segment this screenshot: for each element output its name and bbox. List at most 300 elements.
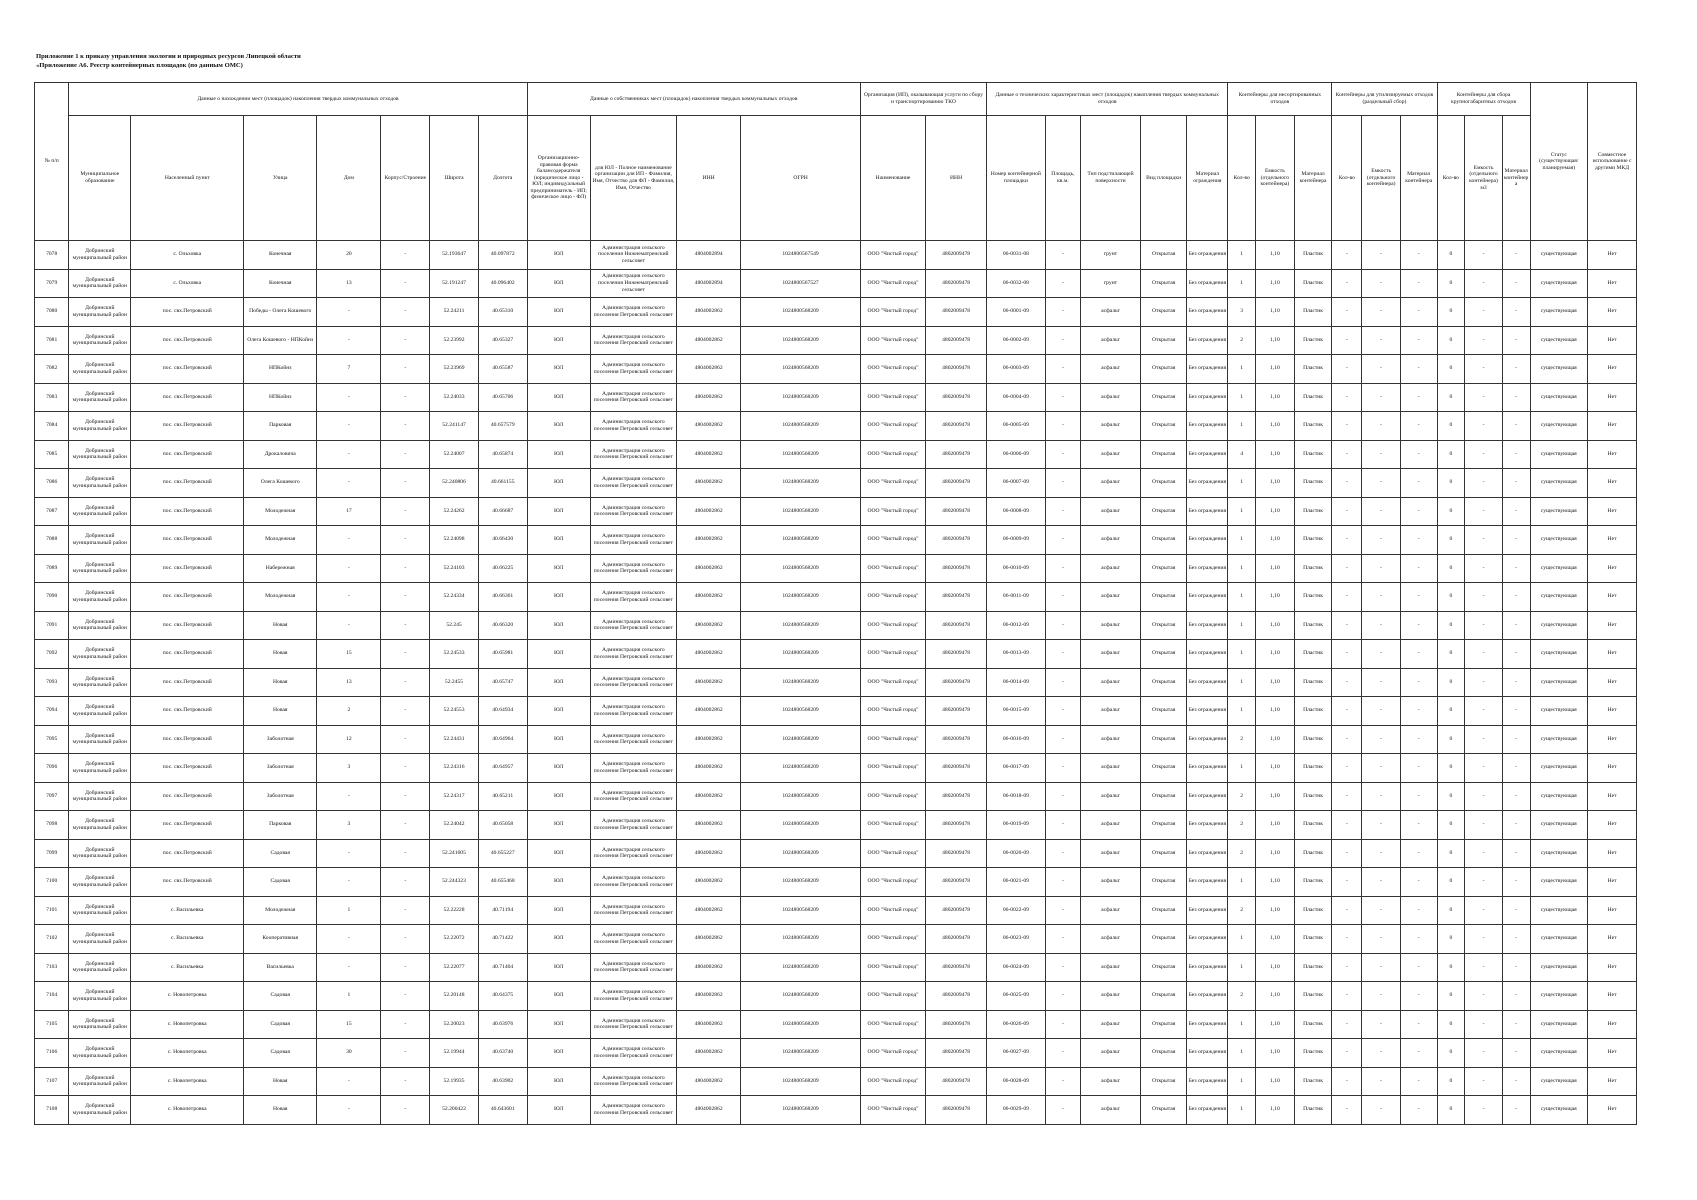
operator-name-cell: ООО "Чистый город" bbox=[860, 355, 925, 384]
site-number-cell: 06-0005-09 bbox=[987, 412, 1046, 441]
sorted-volume-cell: - bbox=[1362, 526, 1401, 555]
unsorted-volume-cell: 1,10 bbox=[1256, 241, 1295, 270]
unsorted-volume-cell: 1,10 bbox=[1256, 1039, 1295, 1068]
house-cell: 12 bbox=[317, 725, 381, 754]
surface-cell: асфальт bbox=[1081, 611, 1141, 640]
fence-cell: Без ограждения bbox=[1187, 782, 1228, 811]
latitude-cell: 52.24262 bbox=[430, 497, 479, 526]
unsorted-qty-cell: 1 bbox=[1228, 554, 1256, 583]
owner-name-cell: Администрация сельского поселения Петровский сельсовет bbox=[590, 925, 676, 954]
owner-name-cell: Администрация сельского поселения Петровский сельсовет bbox=[590, 469, 676, 498]
header-sorted-material: Материал контейнера bbox=[1400, 116, 1437, 241]
area-cell: - bbox=[1045, 469, 1080, 498]
unsorted-qty-cell: 2 bbox=[1228, 811, 1256, 840]
settlement-cell: с. Новопетровка bbox=[131, 982, 244, 1011]
row-number: 7098 bbox=[35, 811, 69, 840]
latitude-cell: 52.23992 bbox=[430, 326, 479, 355]
district-cell: Добринский муниципальный район bbox=[69, 811, 131, 840]
fence-cell: Без ограждения bbox=[1187, 326, 1228, 355]
owner-ogrn-cell: 1024800568209 bbox=[741, 868, 861, 897]
legal-form-cell: ЮЛ bbox=[527, 383, 590, 412]
unsorted-qty-cell: 1 bbox=[1228, 583, 1256, 612]
district-cell: Добринский муниципальный район bbox=[69, 269, 131, 298]
row-number: 7095 bbox=[35, 725, 69, 754]
unsorted-volume-cell: 1,10 bbox=[1256, 1010, 1295, 1039]
status-cell: существующая bbox=[1530, 611, 1588, 640]
operator-inn-cell: 4802009478 bbox=[926, 1039, 987, 1068]
surface-cell: асфальт bbox=[1081, 583, 1141, 612]
longitude-cell: 40.64964 bbox=[478, 725, 527, 754]
header-area: Площадь, кв.м. bbox=[1045, 116, 1080, 241]
sorted-qty-cell: - bbox=[1332, 497, 1362, 526]
header-surface: Тип подстилающей поверхности bbox=[1081, 116, 1141, 241]
longitude-cell: 40.63976 bbox=[478, 1010, 527, 1039]
sorted-material-cell: - bbox=[1400, 953, 1437, 982]
bulky-qty-cell: 0 bbox=[1437, 469, 1465, 498]
status-cell: существующая bbox=[1530, 953, 1588, 982]
fence-cell: Без ограждения bbox=[1187, 241, 1228, 270]
site-number-cell: 06-0021-09 bbox=[987, 868, 1046, 897]
owner-ogrn-cell: 1024800568209 bbox=[741, 326, 861, 355]
unsorted-volume-cell: 1,10 bbox=[1256, 497, 1295, 526]
fence-cell: Без ограждения bbox=[1187, 440, 1228, 469]
street-cell: Садовая bbox=[244, 1010, 317, 1039]
owner-name-cell: Администрация сельского поселения Петровский сельсовет bbox=[590, 868, 676, 897]
operator-inn-cell: 4802009478 bbox=[926, 298, 987, 327]
legal-form-cell: ЮЛ bbox=[527, 440, 590, 469]
row-number: 7090 bbox=[35, 583, 69, 612]
table-row bbox=[35, 839, 1637, 868]
header-group-tech: Данные о технических характеристиках мест (площадок) накопления твердых коммунальных отходов bbox=[987, 83, 1228, 116]
owner-ogrn-cell: 1024800568209 bbox=[741, 526, 861, 555]
latitude-cell: 52.193647 bbox=[430, 241, 479, 270]
operator-name-cell: ООО "Чистый город" bbox=[860, 326, 925, 355]
header-group-owners: Данные о собственниках мест (площадок) накопления твердых коммунальных отходов bbox=[527, 83, 860, 116]
district-cell: Добринский муниципальный район bbox=[69, 953, 131, 982]
status-cell: существующая bbox=[1530, 668, 1588, 697]
operator-inn-cell: 4802009478 bbox=[926, 953, 987, 982]
operator-inn-cell: 4802009478 bbox=[926, 1067, 987, 1096]
sorted-material-cell: - bbox=[1400, 725, 1437, 754]
sorted-qty-cell: - bbox=[1332, 697, 1362, 726]
legal-form-cell: ЮЛ bbox=[527, 554, 590, 583]
owner-name-cell: Администрация сельского поселения Петровский сельсовет bbox=[590, 896, 676, 925]
owner-name-cell: Администрация сельского поселения Петровский сельсовет bbox=[590, 1039, 676, 1068]
building-cell: - bbox=[381, 469, 430, 498]
unsorted-material-cell: Пластик bbox=[1294, 640, 1332, 669]
settlement-cell: с. Васильевка bbox=[131, 925, 244, 954]
fence-cell: Без ограждения bbox=[1187, 1067, 1228, 1096]
operator-name-cell: ООО "Чистый город" bbox=[860, 1039, 925, 1068]
bulky-volume-cell: - bbox=[1465, 868, 1503, 897]
owner-name-cell: Администрация сельского поселения Петровский сельсовет bbox=[590, 1096, 676, 1125]
sorted-qty-cell: - bbox=[1332, 640, 1362, 669]
sorted-volume-cell: - bbox=[1362, 982, 1401, 1011]
site-number-cell: 06-0003-09 bbox=[987, 355, 1046, 384]
owner-ogrn-cell: 1024800567549 bbox=[741, 241, 861, 270]
bulky-material-cell: - bbox=[1502, 1010, 1530, 1039]
unsorted-material-cell: Пластик bbox=[1294, 526, 1332, 555]
longitude-cell: 40.65981 bbox=[478, 640, 527, 669]
row-number: 7102 bbox=[35, 925, 69, 954]
district-cell: Добринский муниципальный район bbox=[69, 298, 131, 327]
street-cell: Новая bbox=[244, 611, 317, 640]
unsorted-qty-cell: 4 bbox=[1228, 440, 1256, 469]
sorted-volume-cell: - bbox=[1362, 440, 1401, 469]
building-cell: - bbox=[381, 269, 430, 298]
longitude-cell: 40.64375 bbox=[478, 982, 527, 1011]
caption-line-1: Приложение 1 к приказу управления экологии и природных ресурсов Липецкой области bbox=[36, 53, 301, 60]
operator-name-cell: ООО "Чистый город" bbox=[860, 554, 925, 583]
row-number: 7094 bbox=[35, 697, 69, 726]
latitude-cell: 52.24103 bbox=[430, 554, 479, 583]
bulky-material-cell: - bbox=[1502, 269, 1530, 298]
surface-cell: асфальт bbox=[1081, 640, 1141, 669]
operator-name-cell: ООО "Чистый город" bbox=[860, 497, 925, 526]
sorted-material-cell: - bbox=[1400, 896, 1437, 925]
surface-cell: асфальт bbox=[1081, 355, 1141, 384]
district-cell: Добринский муниципальный район bbox=[69, 754, 131, 783]
street-cell: Заболотная bbox=[244, 782, 317, 811]
house-cell: - bbox=[317, 1067, 381, 1096]
owner-ogrn-cell: 1024800568209 bbox=[741, 412, 861, 441]
owner-inn-cell: 4804002862 bbox=[677, 1010, 741, 1039]
settlement-cell: пос. свх.Петровский bbox=[131, 383, 244, 412]
bulky-volume-cell: - bbox=[1465, 782, 1503, 811]
unsorted-volume-cell: 1,10 bbox=[1256, 440, 1295, 469]
district-cell: Добринский муниципальный район bbox=[69, 469, 131, 498]
bulky-qty-cell: 0 bbox=[1437, 326, 1465, 355]
status-cell: существующая bbox=[1530, 469, 1588, 498]
street-cell: Васильевка bbox=[244, 953, 317, 982]
latitude-cell: 52.24007 bbox=[430, 440, 479, 469]
unsorted-material-cell: Пластик bbox=[1294, 583, 1332, 612]
sorted-qty-cell: - bbox=[1332, 754, 1362, 783]
area-cell: - bbox=[1045, 839, 1080, 868]
unsorted-volume-cell: 1,10 bbox=[1256, 782, 1295, 811]
row-number: 7106 bbox=[35, 1039, 69, 1068]
unsorted-material-cell: Пластик bbox=[1294, 440, 1332, 469]
site-number-cell: 06-0020-09 bbox=[987, 839, 1046, 868]
owner-name-cell: Администрация сельского поселения Петровский сельсовет bbox=[590, 782, 676, 811]
shared-cell: Нет bbox=[1588, 440, 1637, 469]
owner-inn-cell: 4804002862 bbox=[677, 896, 741, 925]
bulky-qty-cell: 0 bbox=[1437, 611, 1465, 640]
shared-cell: Нет bbox=[1588, 953, 1637, 982]
unsorted-qty-cell: 1 bbox=[1228, 925, 1256, 954]
longitude-cell: 40.097872 bbox=[478, 241, 527, 270]
site-number-cell: 06-0028-09 bbox=[987, 1067, 1046, 1096]
site-type-cell: Открытая bbox=[1140, 1096, 1186, 1125]
header-unsorted-volume: Емкость (отдельного контейнера) bbox=[1256, 116, 1295, 241]
owner-name-cell: Администрация сельского поселения Петровский сельсовет bbox=[590, 554, 676, 583]
shared-cell: Нет bbox=[1588, 1096, 1637, 1125]
bulky-volume-cell: - bbox=[1465, 1067, 1503, 1096]
fence-cell: Без ограждения bbox=[1187, 383, 1228, 412]
unsorted-volume-cell: 1,10 bbox=[1256, 925, 1295, 954]
owner-name-cell: Администрация сельского поселения Петровский сельсовет bbox=[590, 725, 676, 754]
owner-ogrn-cell: 1024800568209 bbox=[741, 697, 861, 726]
settlement-cell: пос. свх.Петровский bbox=[131, 469, 244, 498]
unsorted-volume-cell: 1,10 bbox=[1256, 811, 1295, 840]
fence-cell: Без ограждения bbox=[1187, 1039, 1228, 1068]
table-row bbox=[35, 469, 1637, 498]
operator-inn-cell: 4802009478 bbox=[926, 640, 987, 669]
building-cell: - bbox=[381, 697, 430, 726]
table-row bbox=[35, 697, 1637, 726]
owner-name-cell: Администрация сельского поселения Петровский сельсовет bbox=[590, 497, 676, 526]
bulky-qty-cell: 0 bbox=[1437, 383, 1465, 412]
area-cell: - bbox=[1045, 355, 1080, 384]
owner-ogrn-cell: 1024800568209 bbox=[741, 497, 861, 526]
longitude-cell: 40.66320 bbox=[478, 611, 527, 640]
sorted-qty-cell: - bbox=[1332, 896, 1362, 925]
sorted-material-cell: - bbox=[1400, 583, 1437, 612]
fence-cell: Без ограждения bbox=[1187, 839, 1228, 868]
settlement-cell: с. Новопетровка bbox=[131, 1039, 244, 1068]
legal-form-cell: ЮЛ bbox=[527, 526, 590, 555]
bulky-material-cell: - bbox=[1502, 1067, 1530, 1096]
longitude-cell: 40.65058 bbox=[478, 811, 527, 840]
owner-name-cell: Администрация сельского поселения Петровский сельсовет bbox=[590, 697, 676, 726]
shared-cell: Нет bbox=[1588, 697, 1637, 726]
sorted-material-cell: - bbox=[1400, 497, 1437, 526]
shared-cell: Нет bbox=[1588, 326, 1637, 355]
owner-inn-cell: 4804002862 bbox=[677, 583, 741, 612]
owner-inn-cell: 4804002862 bbox=[677, 469, 741, 498]
street-cell: Молодежная bbox=[244, 583, 317, 612]
bulky-volume-cell: - bbox=[1465, 982, 1503, 1011]
bulky-qty-cell: 0 bbox=[1437, 1010, 1465, 1039]
status-cell: существующая bbox=[1530, 241, 1588, 270]
area-cell: - bbox=[1045, 412, 1080, 441]
unsorted-volume-cell: 1,10 bbox=[1256, 298, 1295, 327]
owner-name-cell: Администрация сельского поселения Петровский сельсовет bbox=[590, 953, 676, 982]
unsorted-volume-cell: 1,10 bbox=[1256, 754, 1295, 783]
bulky-material-cell: - bbox=[1502, 1039, 1530, 1068]
owner-inn-cell: 4804002862 bbox=[677, 1096, 741, 1125]
longitude-cell: 40.655468 bbox=[478, 868, 527, 897]
longitude-cell: 40.63740 bbox=[478, 1039, 527, 1068]
latitude-cell: 52.22228 bbox=[430, 896, 479, 925]
operator-inn-cell: 4802009478 bbox=[926, 697, 987, 726]
owner-inn-cell: 4804002862 bbox=[677, 811, 741, 840]
sorted-material-cell: - bbox=[1400, 754, 1437, 783]
bulky-material-cell: - bbox=[1502, 925, 1530, 954]
longitude-cell: 40.64934 bbox=[478, 697, 527, 726]
area-cell: - bbox=[1045, 526, 1080, 555]
house-cell: - bbox=[317, 469, 381, 498]
operator-name-cell: ООО "Чистый город" bbox=[860, 440, 925, 469]
unsorted-qty-cell: 2 bbox=[1228, 982, 1256, 1011]
owner-name-cell: Администрация сельского поселения Петровский сельсовет bbox=[590, 383, 676, 412]
longitude-cell: 40.65874 bbox=[478, 440, 527, 469]
sorted-volume-cell: - bbox=[1362, 839, 1401, 868]
latitude-cell: 52.241605 bbox=[430, 839, 479, 868]
unsorted-volume-cell: 1,10 bbox=[1256, 383, 1295, 412]
site-type-cell: Открытая bbox=[1140, 326, 1186, 355]
sorted-volume-cell: - bbox=[1362, 1067, 1401, 1096]
status-cell: существующая bbox=[1530, 697, 1588, 726]
sorted-material-cell: - bbox=[1400, 1039, 1437, 1068]
street-cell: Дрокаловича bbox=[244, 440, 317, 469]
status-cell: существующая bbox=[1530, 326, 1588, 355]
row-number: 7087 bbox=[35, 497, 69, 526]
shared-cell: Нет bbox=[1588, 611, 1637, 640]
operator-inn-cell: 4802009478 bbox=[926, 412, 987, 441]
bulky-volume-cell: - bbox=[1465, 1096, 1503, 1125]
sorted-material-cell: - bbox=[1400, 839, 1437, 868]
header-legal-form: Организационно-правовая форма балансодержателя (юридическое лицо - ЮЛ; индивидуальный предприниматель - ИП; физическое лицо - ФЛ) bbox=[527, 116, 590, 241]
header-inn: ИНН bbox=[677, 116, 741, 241]
status-cell: существующая bbox=[1530, 383, 1588, 412]
shared-cell: Нет bbox=[1588, 640, 1637, 669]
row-number: 7085 bbox=[35, 440, 69, 469]
owner-ogrn-cell: 1024800568209 bbox=[741, 668, 861, 697]
site-type-cell: Открытая bbox=[1140, 269, 1186, 298]
latitude-cell: 52.23969 bbox=[430, 355, 479, 384]
owner-ogrn-cell: 1024800568209 bbox=[741, 611, 861, 640]
bulky-volume-cell: - bbox=[1465, 1039, 1503, 1068]
settlement-cell: пос. свх.Петровский bbox=[131, 697, 244, 726]
bulky-material-cell: - bbox=[1502, 497, 1530, 526]
table-row bbox=[35, 355, 1637, 384]
site-number-cell: 06-0008-09 bbox=[987, 497, 1046, 526]
bulky-volume-cell: - bbox=[1465, 839, 1503, 868]
street-cell: НПКойнз bbox=[244, 355, 317, 384]
operator-inn-cell: 4802009478 bbox=[926, 725, 987, 754]
district-cell: Добринский муниципальный район bbox=[69, 1010, 131, 1039]
shared-cell: Нет bbox=[1588, 497, 1637, 526]
street-cell: Парковая bbox=[244, 811, 317, 840]
owner-name-cell: Администрация сельского поселения Нижнематренский сельсовет bbox=[590, 241, 676, 270]
unsorted-volume-cell: 1,10 bbox=[1256, 697, 1295, 726]
header-street: Улица bbox=[244, 116, 317, 241]
longitude-cell: 40.655227 bbox=[478, 839, 527, 868]
owner-ogrn-cell: 1024800568209 bbox=[741, 811, 861, 840]
street-cell: Молодежная bbox=[244, 497, 317, 526]
sorted-volume-cell: - bbox=[1362, 1096, 1401, 1125]
table-row bbox=[35, 754, 1637, 783]
district-cell: Добринский муниципальный район bbox=[69, 697, 131, 726]
owner-inn-cell: 4804002894 bbox=[677, 241, 741, 270]
owner-ogrn-cell: 1024800568209 bbox=[741, 640, 861, 669]
site-type-cell: Открытая bbox=[1140, 839, 1186, 868]
unsorted-material-cell: Пластик bbox=[1294, 725, 1332, 754]
sorted-qty-cell: - bbox=[1332, 412, 1362, 441]
latitude-cell: 52.24533 bbox=[430, 640, 479, 669]
legal-form-cell: ЮЛ bbox=[527, 1067, 590, 1096]
sorted-material-cell: - bbox=[1400, 868, 1437, 897]
status-cell: существующая bbox=[1530, 811, 1588, 840]
house-cell: - bbox=[317, 1096, 381, 1125]
operator-inn-cell: 4802009478 bbox=[926, 611, 987, 640]
header-group-operator: Организация (ИП), оказывающая услуги по сбору и транспортированию ТКО bbox=[860, 83, 986, 116]
sorted-qty-cell: - bbox=[1332, 925, 1362, 954]
unsorted-material-cell: Пластик bbox=[1294, 241, 1332, 270]
owner-name-cell: Администрация сельского поселения Петровский сельсовет bbox=[590, 839, 676, 868]
bulky-material-cell: - bbox=[1502, 583, 1530, 612]
street-cell: НПКойнз bbox=[244, 383, 317, 412]
house-cell: - bbox=[317, 554, 381, 583]
unsorted-volume-cell: 1,10 bbox=[1256, 982, 1295, 1011]
area-cell: - bbox=[1045, 640, 1080, 669]
longitude-cell: 40.661155 bbox=[478, 469, 527, 498]
unsorted-qty-cell: 1 bbox=[1228, 953, 1256, 982]
site-number-cell: 06-0010-09 bbox=[987, 554, 1046, 583]
district-cell: Добринский муниципальный район bbox=[69, 1067, 131, 1096]
longitude-cell: 40.643601 bbox=[478, 1096, 527, 1125]
operator-name-cell: ООО "Чистый город" bbox=[860, 868, 925, 897]
unsorted-volume-cell: 1,10 bbox=[1256, 953, 1295, 982]
operator-inn-cell: 4802009478 bbox=[926, 355, 987, 384]
sorted-volume-cell: - bbox=[1362, 497, 1401, 526]
bulky-volume-cell: - bbox=[1465, 440, 1503, 469]
unsorted-material-cell: Пластик bbox=[1294, 298, 1332, 327]
legal-form-cell: ЮЛ bbox=[527, 754, 590, 783]
site-type-cell: Открытая bbox=[1140, 811, 1186, 840]
house-cell: - bbox=[317, 440, 381, 469]
sorted-material-cell: - bbox=[1400, 611, 1437, 640]
longitude-cell: 40.66361 bbox=[478, 583, 527, 612]
owner-inn-cell: 4804002862 bbox=[677, 782, 741, 811]
unsorted-qty-cell: 1 bbox=[1228, 668, 1256, 697]
legal-form-cell: ЮЛ bbox=[527, 896, 590, 925]
operator-inn-cell: 4802009478 bbox=[926, 241, 987, 270]
site-number-cell: 06-0001-09 bbox=[987, 298, 1046, 327]
shared-cell: Нет bbox=[1588, 526, 1637, 555]
bulky-volume-cell: - bbox=[1465, 611, 1503, 640]
building-cell: - bbox=[381, 412, 430, 441]
district-cell: Добринский муниципальный район bbox=[69, 782, 131, 811]
owner-name-cell: Администрация сельского поселения Петровский сельсовет bbox=[590, 583, 676, 612]
table-row bbox=[35, 554, 1637, 583]
bulky-qty-cell: 0 bbox=[1437, 526, 1465, 555]
owner-ogrn-cell: 1024800568209 bbox=[741, 1067, 861, 1096]
sorted-material-cell: - bbox=[1400, 383, 1437, 412]
unsorted-volume-cell: 1,10 bbox=[1256, 868, 1295, 897]
site-type-cell: Открытая bbox=[1140, 1039, 1186, 1068]
sorted-qty-cell: - bbox=[1332, 953, 1362, 982]
table-row bbox=[35, 1039, 1637, 1068]
owner-name-cell: Администрация сельского поселения Петровский сельсовет bbox=[590, 412, 676, 441]
longitude-cell: 40.71194 bbox=[478, 896, 527, 925]
unsorted-material-cell: Пластик bbox=[1294, 497, 1332, 526]
sorted-material-cell: - bbox=[1400, 326, 1437, 355]
area-cell: - bbox=[1045, 298, 1080, 327]
legal-form-cell: ЮЛ bbox=[527, 1039, 590, 1068]
operator-name-cell: ООО "Чистый город" bbox=[860, 1010, 925, 1039]
status-cell: существующая bbox=[1530, 782, 1588, 811]
shared-cell: Нет bbox=[1588, 469, 1637, 498]
house-cell: - bbox=[317, 782, 381, 811]
unsorted-volume-cell: 1,10 bbox=[1256, 412, 1295, 441]
longitude-cell: 40.66430 bbox=[478, 526, 527, 555]
owner-inn-cell: 4804002862 bbox=[677, 1039, 741, 1068]
area-cell: - bbox=[1045, 668, 1080, 697]
district-cell: Добринский муниципальный район bbox=[69, 896, 131, 925]
latitude-cell: 52.244323 bbox=[430, 868, 479, 897]
longitude-cell: 40.65211 bbox=[478, 782, 527, 811]
unsorted-qty-cell: 1 bbox=[1228, 640, 1256, 669]
house-cell: 7 bbox=[317, 355, 381, 384]
sorted-material-cell: - bbox=[1400, 355, 1437, 384]
surface-cell: асфальт bbox=[1081, 754, 1141, 783]
header-sorted-qty: Кол-во bbox=[1332, 116, 1362, 241]
shared-cell: Нет bbox=[1588, 383, 1637, 412]
latitude-cell: 52.19944 bbox=[430, 1039, 479, 1068]
row-number: 7099 bbox=[35, 839, 69, 868]
